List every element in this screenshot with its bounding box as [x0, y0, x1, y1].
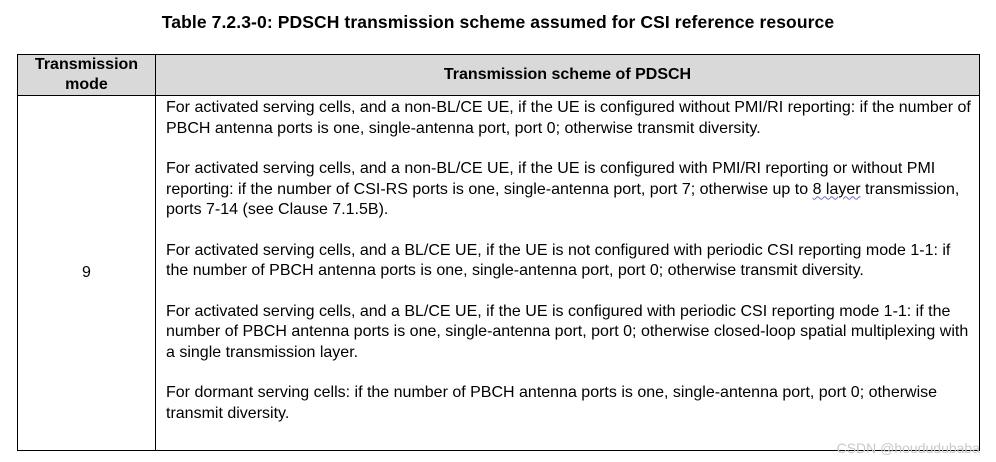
scheme-paragraph-2 — [166, 159, 971, 221]
scheme-paragraph-4: For activated serving cells, and a BL/CE UE, if the UE is configured with periodic CSI reporting mode 1-1: if the number of PBCH antenna ports is one, single-antenna port, port 0; otherwise closed-loop spatial multiplexing with a single transmission layer. — [166, 302, 969, 361]
watermark: CSDN @hoududubaba — [836, 440, 980, 456]
scheme-paragraph-2-text-a: For activated serving cells, and a non-BL/CE UE, if the UE is configured with PMI/RI reporting or without PMI reporting: if the number of CSI-RS ports is one, single-antenna port, port 7; otherwise up to — [166, 160, 936, 198]
scheme-paragraph-2-text-b: transmission, ports 7-14 (see Clause 7.1.5B). — [166, 180, 960, 218]
header-mode-line1: Transmission — [34, 56, 139, 73]
cell-scheme-description — [156, 96, 980, 451]
spellcheck-underlined-text: 8 layer — [812, 180, 861, 198]
header-transmission-scheme: Transmission scheme of PDSCH — [156, 55, 980, 96]
header-mode-line2: mode — [65, 76, 108, 93]
scheme-paragraph-3: For activated serving cells, and a BL/CE UE, if the UE is not configured with periodic CSI reporting mode 1-1: if the number of PBCH antenna ports is one, single-antenna port, port 0; otherwise transmit diversity. — [166, 241, 951, 279]
cell-mode-value: 9 — [18, 96, 156, 451]
table-header-row — [18, 55, 980, 96]
table-row — [18, 96, 980, 451]
transmission-scheme-table — [17, 54, 980, 451]
scheme-paragraph-5: For dormant serving cells: if the number of PBCH antenna ports is one, single-antenna port, port 0; otherwise transmit diversity. — [166, 384, 938, 422]
table-caption: Table 7.2.3-0: PDSCH transmission scheme assumed for CSI reference resource — [161, 12, 835, 32]
scheme-paragraph-1: For activated serving cells, and a non-BL/CE UE, if the UE is configured without PMI/RI reporting: if the number of PBCH antenna ports is one, single-antenna port, port 0; otherwise transmit diversity. — [166, 99, 971, 137]
header-transmission-mode — [18, 55, 156, 96]
